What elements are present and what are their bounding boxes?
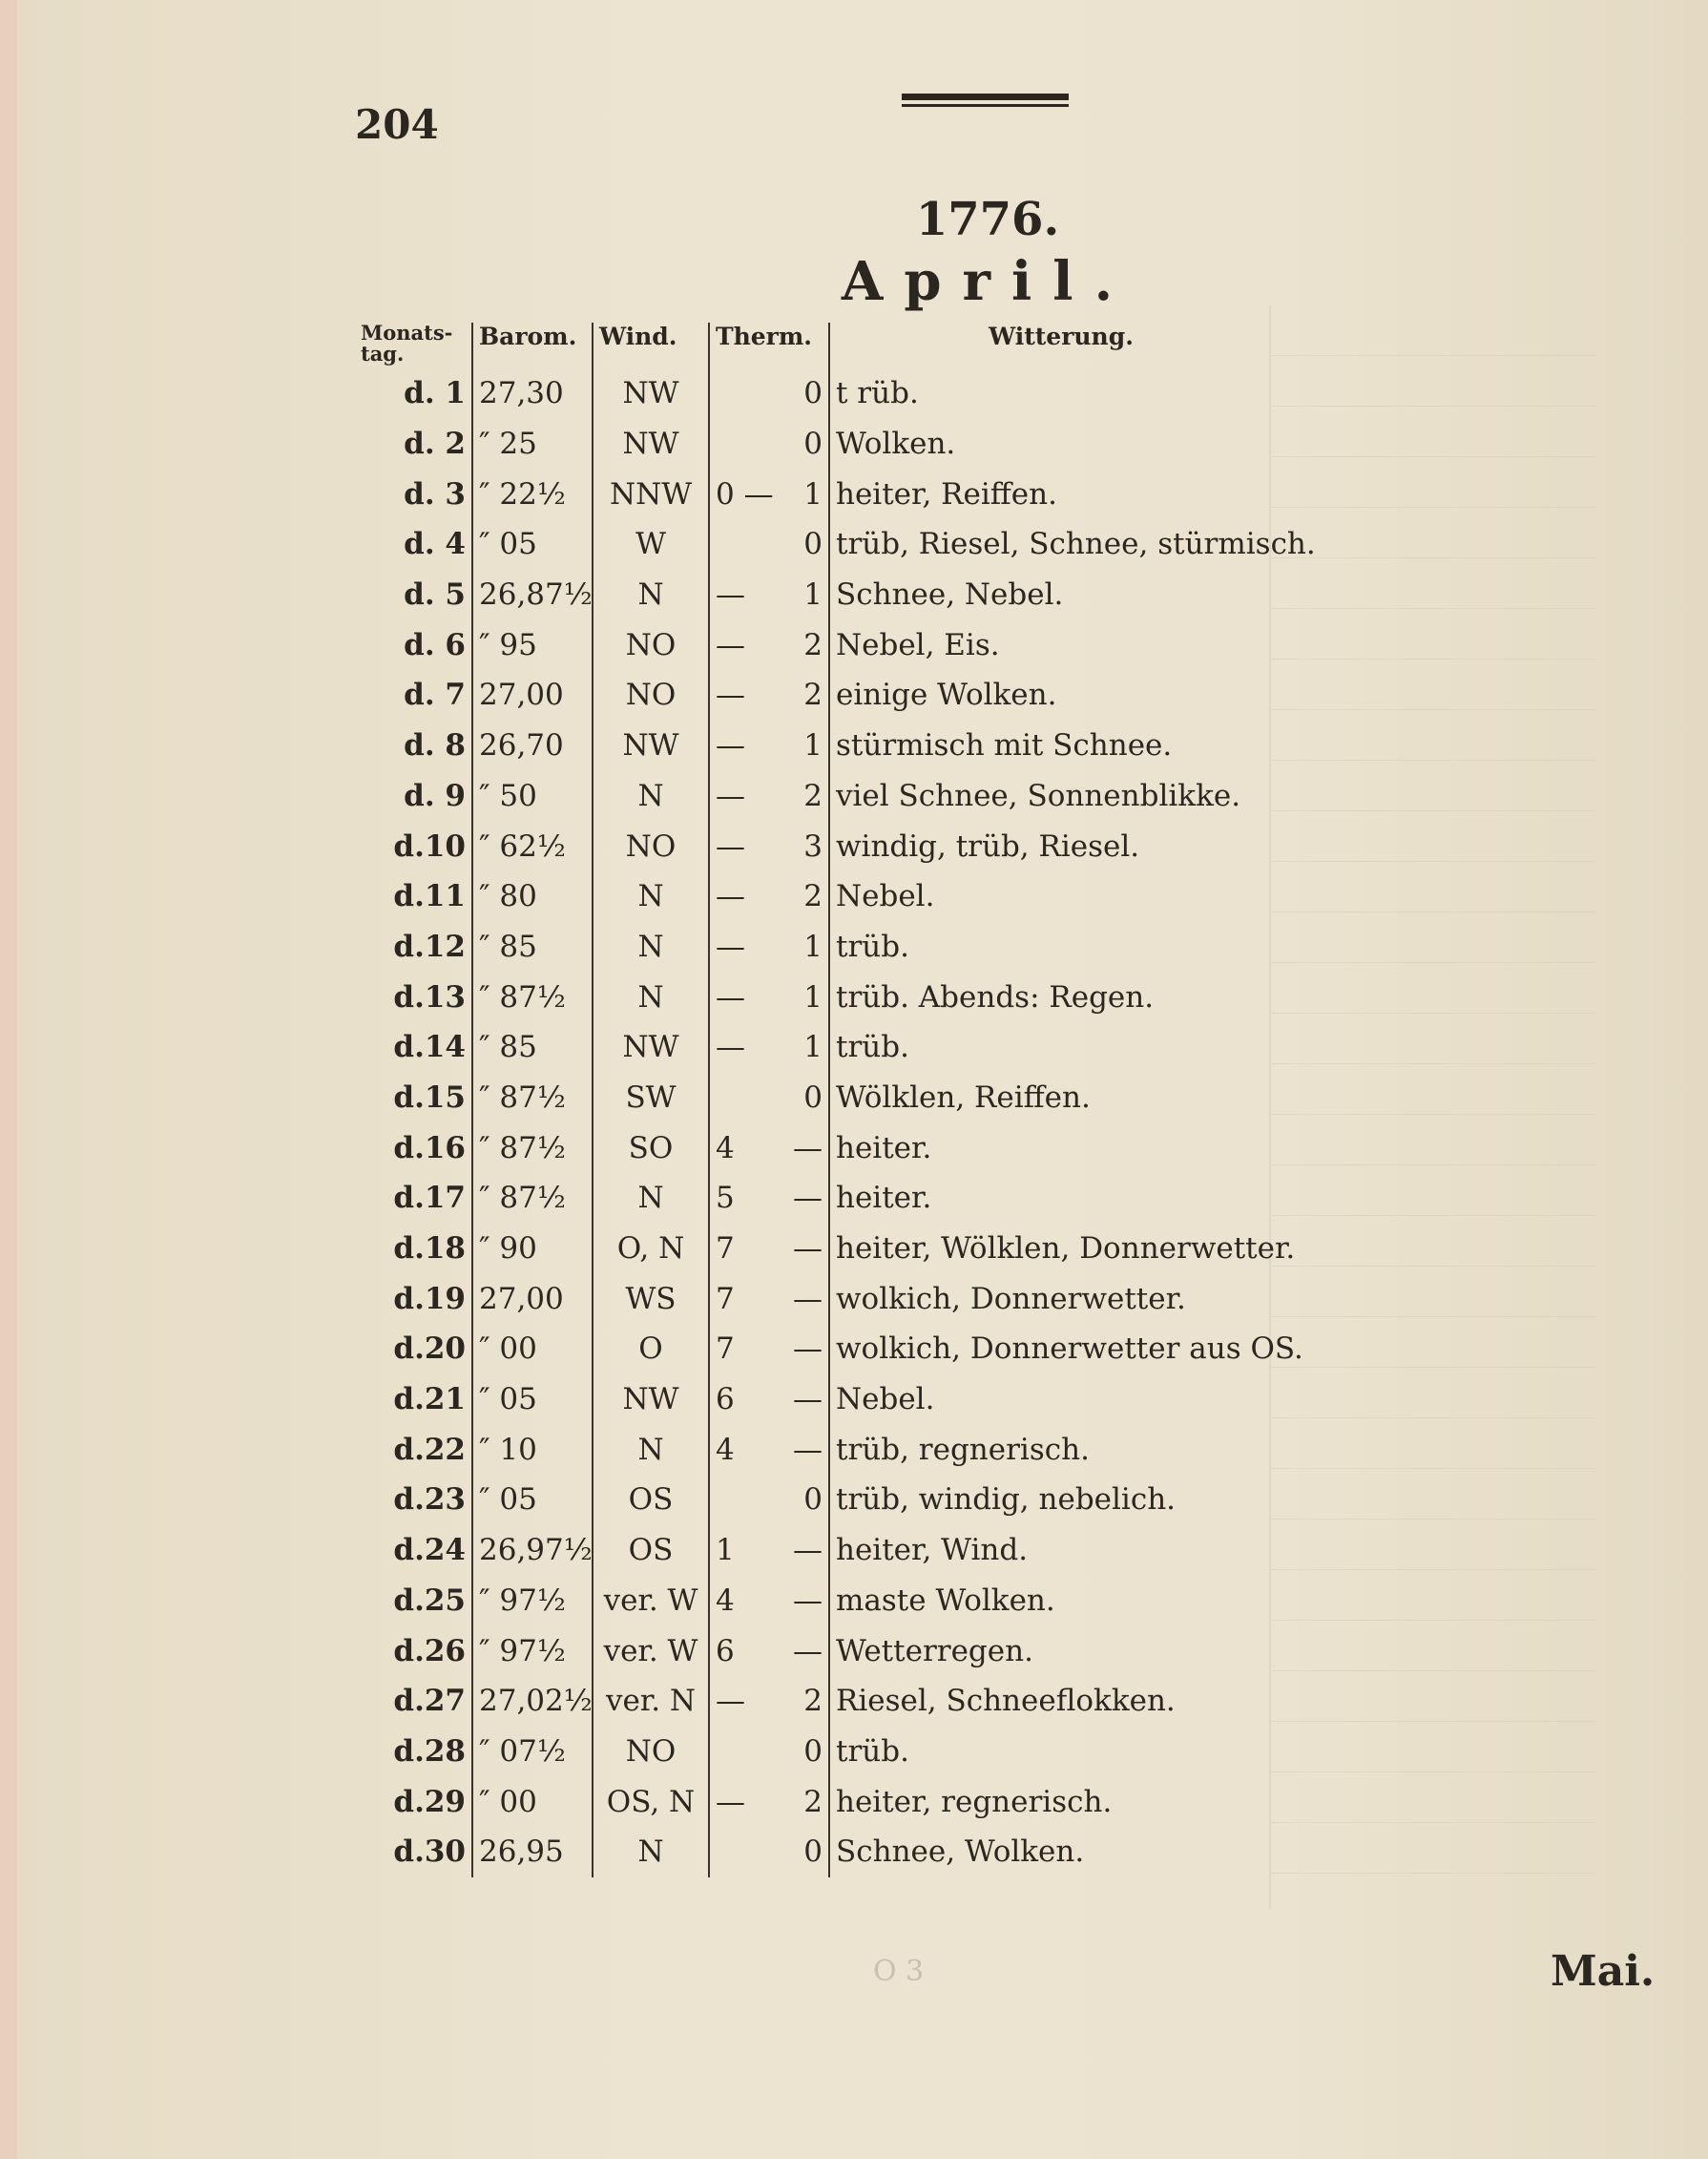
table-row — [355, 1324, 1292, 1374]
table-row — [355, 1224, 1292, 1274]
barometer-cell: ″ 85 — [472, 922, 593, 973]
day-cell: d.22 — [355, 1424, 472, 1475]
thermometer-cell — [709, 469, 829, 519]
thermometer-cell — [709, 368, 829, 419]
table-row — [355, 1022, 1292, 1073]
wind-cell: NO — [593, 1727, 709, 1777]
page-number: 204 — [355, 101, 439, 148]
therm-value-b: 0 — [803, 376, 823, 411]
therm-value-b: 2 — [803, 879, 823, 914]
barometer-cell: ″ 25 — [472, 419, 593, 470]
therm-value-a: — — [716, 879, 745, 914]
therm-value-b: 0 — [803, 1834, 823, 1870]
barometer-cell: 26,97½ — [472, 1525, 593, 1576]
barometer-cell: 27,00 — [472, 1273, 593, 1324]
thermometer-cell — [709, 1122, 829, 1173]
day-cell: d. 8 — [355, 721, 472, 771]
wind-cell: N — [593, 570, 709, 620]
weather-cell: heiter. — [836, 1130, 932, 1165]
therm-value-b: — — [793, 1231, 823, 1267]
thermometer-cell — [709, 570, 829, 620]
weather-cell: Wolken. — [836, 427, 956, 462]
barometer-cell: ″ 87½ — [472, 1173, 593, 1224]
therm-value-a: 6 — [716, 1633, 735, 1668]
barometer-cell: 26,95 — [472, 1827, 593, 1877]
wind-cell: NW — [593, 721, 709, 771]
weather-cell: wolkich, Donnerwetter. — [836, 1281, 1186, 1316]
day-cell: d.29 — [355, 1776, 472, 1827]
therm-value-b: 2 — [803, 1784, 823, 1819]
year-heading: 1776. — [915, 193, 1060, 246]
table-row — [355, 1727, 1292, 1777]
thermometer-cell — [709, 721, 829, 771]
wind-cell: W — [593, 519, 709, 570]
thermometer-cell — [709, 1676, 829, 1727]
table-row — [355, 1475, 1292, 1525]
day-cell: d. 6 — [355, 619, 472, 670]
barometer-cell: ″ 62½ — [472, 821, 593, 871]
barometer-cell: ″ 05 — [472, 1374, 593, 1425]
table-row — [355, 419, 1292, 470]
therm-value-a: 1 — [716, 1533, 735, 1568]
thermometer-cell — [709, 1022, 829, 1073]
therm-value-b: — — [793, 1181, 823, 1216]
wind-cell: NW — [593, 368, 709, 419]
thermometer-cell — [709, 1273, 829, 1324]
weather-cell: trüb, windig, nebelich. — [836, 1482, 1177, 1518]
table-row — [355, 1676, 1292, 1727]
therm-value-a: — — [716, 1784, 745, 1819]
table-row — [355, 721, 1292, 771]
thermometer-cell — [709, 1576, 829, 1626]
table-row — [355, 670, 1292, 721]
weather-cell: Schnee, Wolken. — [836, 1834, 1085, 1870]
thermometer-cell — [709, 1224, 829, 1274]
table-row — [355, 1173, 1292, 1224]
header-day: Monats-tag. — [355, 323, 472, 368]
weather-cell: windig, trüb, Riesel. — [836, 828, 1140, 864]
barometer-cell: ″ 22½ — [472, 469, 593, 519]
wind-cell: NO — [593, 619, 709, 670]
day-cell: d.30 — [355, 1827, 472, 1877]
thermometer-cell — [709, 922, 829, 973]
day-cell: d.10 — [355, 821, 472, 871]
table-row — [355, 469, 1292, 519]
therm-value-b: 0 — [803, 1080, 823, 1115]
day-cell: d.11 — [355, 871, 472, 922]
table-row — [355, 1625, 1292, 1676]
weather-cell: t rüb. — [836, 376, 919, 411]
weather-table — [355, 321, 1316, 1877]
weather-cell: trüb, Riesel, Schnee, stürmisch. — [836, 527, 1316, 562]
header-rule — [902, 94, 1069, 107]
therm-value-b: — — [793, 1281, 823, 1316]
barometer-cell: ″ 80 — [472, 871, 593, 922]
thermometer-cell — [709, 1173, 829, 1224]
therm-value-b: 1 — [803, 476, 823, 512]
therm-value-b: 1 — [803, 577, 823, 613]
wind-cell: ver. W — [593, 1576, 709, 1626]
month-heading: April. — [841, 250, 1135, 313]
weather-cell: heiter, regnerisch. — [836, 1784, 1113, 1819]
therm-value-b: 0 — [803, 527, 823, 562]
thermometer-cell — [709, 821, 829, 871]
therm-value-a: — — [716, 979, 745, 1015]
wind-cell: OS, N — [593, 1776, 709, 1827]
day-cell: d. 4 — [355, 519, 472, 570]
thermometer-cell — [709, 419, 829, 470]
table-row — [355, 1424, 1292, 1475]
barometer-cell: ″ 87½ — [472, 972, 593, 1022]
weather-cell: trüb, regnerisch. — [836, 1432, 1090, 1467]
catchword: Mai. — [1551, 1947, 1656, 1996]
header-barometer: Barom. — [472, 323, 593, 368]
barometer-cell: ″ 05 — [472, 1475, 593, 1525]
thermometer-cell — [709, 1625, 829, 1676]
thermometer-cell — [709, 519, 829, 570]
therm-value-b: — — [793, 1583, 823, 1618]
wind-cell: ver. N — [593, 1676, 709, 1727]
thermometer-cell — [709, 1776, 829, 1827]
wind-cell: N — [593, 771, 709, 822]
wind-cell: NO — [593, 821, 709, 871]
wind-cell: OS — [593, 1525, 709, 1576]
therm-value-b: 2 — [803, 627, 823, 662]
therm-value-b: 3 — [803, 828, 823, 864]
therm-value-a: — — [716, 929, 745, 964]
table-row — [355, 972, 1292, 1022]
wind-cell: O, N — [593, 1224, 709, 1274]
table-row — [355, 771, 1292, 822]
therm-value-a: 6 — [716, 1382, 735, 1417]
signature-mark: O 3 — [873, 1955, 925, 1988]
wind-cell: NNW — [593, 469, 709, 519]
barometer-cell: 26,87½ — [472, 570, 593, 620]
table-body — [355, 368, 1316, 1877]
day-cell: d.17 — [355, 1173, 472, 1224]
page-edge-shadow — [0, 0, 17, 2159]
therm-value-b: — — [793, 1533, 823, 1568]
table-row — [355, 1073, 1292, 1123]
barometer-cell: 26,70 — [472, 721, 593, 771]
wind-cell: N — [593, 1173, 709, 1224]
day-cell: d. 7 — [355, 670, 472, 721]
table-row — [355, 519, 1292, 570]
therm-value-b: 2 — [803, 678, 823, 713]
day-cell: d.14 — [355, 1022, 472, 1073]
therm-value-a: 4 — [716, 1130, 735, 1165]
therm-value-b: 2 — [803, 778, 823, 813]
wind-cell: NW — [593, 1374, 709, 1425]
wind-cell: NW — [593, 419, 709, 470]
thermometer-cell — [709, 670, 829, 721]
day-cell: d. 1 — [355, 368, 472, 419]
barometer-cell: 27,00 — [472, 670, 593, 721]
day-cell: d.21 — [355, 1374, 472, 1425]
wind-cell: NW — [593, 1022, 709, 1073]
thermometer-cell — [709, 1374, 829, 1425]
therm-value-b: 0 — [803, 1733, 823, 1769]
weather-cell: heiter, Wind. — [836, 1533, 1029, 1568]
barometer-cell: ″ 97½ — [472, 1625, 593, 1676]
day-cell: d.18 — [355, 1224, 472, 1274]
therm-value-a: — — [716, 778, 745, 813]
table-row — [355, 821, 1292, 871]
therm-value-a: — — [716, 1030, 745, 1065]
barometer-cell: 27,30 — [472, 368, 593, 419]
day-cell: d.16 — [355, 1122, 472, 1173]
table-row — [355, 570, 1292, 620]
day-cell: d.26 — [355, 1625, 472, 1676]
wind-cell: N — [593, 1827, 709, 1877]
therm-value-a: — — [716, 728, 745, 764]
wind-cell: N — [593, 972, 709, 1022]
wind-cell: N — [593, 1424, 709, 1475]
day-cell: d.20 — [355, 1324, 472, 1374]
wind-cell: SW — [593, 1073, 709, 1123]
day-cell: d. 9 — [355, 771, 472, 822]
day-cell: d.27 — [355, 1676, 472, 1727]
table-row — [355, 1576, 1292, 1626]
table-row — [355, 368, 1292, 419]
therm-value-a: 7 — [716, 1281, 735, 1316]
wind-cell: ver. W — [593, 1625, 709, 1676]
table-row — [355, 1827, 1292, 1877]
wind-cell: N — [593, 871, 709, 922]
therm-value-a: 7 — [716, 1231, 735, 1267]
barometer-cell: ″ 97½ — [472, 1576, 593, 1626]
barometer-cell: ″ 05 — [472, 519, 593, 570]
therm-value-b: — — [793, 1432, 823, 1467]
day-cell: d.15 — [355, 1073, 472, 1123]
day-cell: d.25 — [355, 1576, 472, 1626]
header-thermometer: Therm. — [709, 323, 829, 368]
weather-cell: Wölklen, Reiffen. — [836, 1080, 1091, 1115]
weather-cell: heiter. — [836, 1181, 932, 1216]
wind-cell: OS — [593, 1475, 709, 1525]
therm-value-a: 4 — [716, 1583, 735, 1618]
table-row — [355, 1273, 1292, 1324]
day-cell: d.24 — [355, 1525, 472, 1576]
weather-cell: trüb. — [836, 1030, 909, 1065]
therm-value-a: — — [716, 577, 745, 613]
day-cell: d.13 — [355, 972, 472, 1022]
weather-cell: Wetterregen. — [836, 1633, 1033, 1668]
table-row — [355, 1374, 1292, 1425]
therm-value-a: — — [716, 828, 745, 864]
table-header-row — [355, 323, 1292, 368]
table-row — [355, 1122, 1292, 1173]
therm-value-b: — — [793, 1382, 823, 1417]
thermometer-cell — [709, 1827, 829, 1877]
day-cell: d. 2 — [355, 419, 472, 470]
weather-cell: Schnee, Nebel. — [836, 577, 1064, 613]
therm-value-b: 1 — [803, 728, 823, 764]
table-row — [355, 1525, 1292, 1576]
thermometer-cell — [709, 1324, 829, 1374]
barometer-cell: ″ 95 — [472, 619, 593, 670]
therm-value-a: — — [716, 1684, 745, 1719]
therm-value-a: 5 — [716, 1181, 735, 1216]
therm-value-a: 7 — [716, 1331, 735, 1367]
therm-value-a: 0 — — [716, 476, 774, 512]
weather-cell: Nebel. — [836, 1382, 935, 1417]
table-row — [355, 1776, 1292, 1827]
thermometer-cell — [709, 1073, 829, 1123]
weather-cell: trüb. Abends: Regen. — [836, 979, 1155, 1015]
table-row — [355, 871, 1292, 922]
therm-value-b: 1 — [803, 1030, 823, 1065]
wind-cell: SO — [593, 1122, 709, 1173]
weather-cell: Nebel. — [836, 879, 935, 914]
weather-cell: viel Schnee, Sonnenblikke. — [836, 778, 1241, 813]
barometer-cell: 27,02½ — [472, 1676, 593, 1727]
barometer-cell: ″ 90 — [472, 1224, 593, 1274]
weather-cell: heiter, Reiffen. — [836, 476, 1057, 512]
therm-value-a: 4 — [716, 1432, 735, 1467]
barometer-cell: ″ 00 — [472, 1776, 593, 1827]
day-cell: d.23 — [355, 1475, 472, 1525]
thermometer-cell — [709, 1525, 829, 1576]
therm-value-b: 0 — [803, 427, 823, 462]
day-cell: d.19 — [355, 1273, 472, 1324]
weather-cell: einige Wolken. — [836, 678, 1057, 713]
wind-cell: NO — [593, 670, 709, 721]
weather-cell: heiter, Wölklen, Donnerwetter. — [836, 1231, 1296, 1267]
weather-cell: trüb. — [836, 1733, 909, 1769]
barometer-cell: ″ 87½ — [472, 1073, 593, 1123]
therm-value-b: 1 — [803, 929, 823, 964]
day-cell: d.12 — [355, 922, 472, 973]
wind-cell: O — [593, 1324, 709, 1374]
day-cell: d. 3 — [355, 469, 472, 519]
wind-cell: WS — [593, 1273, 709, 1324]
thermometer-cell — [709, 871, 829, 922]
weather-cell: Riesel, Schneeflokken. — [836, 1684, 1176, 1719]
barometer-cell: ″ 87½ — [472, 1122, 593, 1173]
weather-cell: stürmisch mit Schnee. — [836, 728, 1173, 764]
thermometer-cell — [709, 1475, 829, 1525]
thermometer-cell — [709, 972, 829, 1022]
weather-cell: maste Wolken. — [836, 1583, 1055, 1618]
barometer-cell: ″ 10 — [472, 1424, 593, 1475]
wind-cell: N — [593, 922, 709, 973]
bleed-through — [1269, 305, 1595, 1909]
weather-cell: wolkich, Donnerwetter aus OS. — [836, 1331, 1303, 1367]
therm-value-a: — — [716, 678, 745, 713]
therm-value-b: 0 — [803, 1482, 823, 1518]
therm-value-b: 2 — [803, 1684, 823, 1719]
barometer-cell: ″ 85 — [472, 1022, 593, 1073]
weather-cell: Nebel, Eis. — [836, 627, 1000, 662]
table-row — [355, 619, 1292, 670]
day-cell: d.28 — [355, 1727, 472, 1777]
thermometer-cell — [709, 771, 829, 822]
header-wind: Wind. — [593, 323, 709, 368]
header-weather: Witterung. — [989, 323, 1134, 350]
day-cell: d. 5 — [355, 570, 472, 620]
thermometer-cell — [709, 1727, 829, 1777]
therm-value-b: — — [793, 1331, 823, 1367]
table-row — [355, 922, 1292, 973]
thermometer-cell — [709, 619, 829, 670]
therm-value-b: — — [793, 1130, 823, 1165]
barometer-cell: ″ 07½ — [472, 1727, 593, 1777]
therm-value-b: — — [793, 1633, 823, 1668]
barometer-cell: ″ 50 — [472, 771, 593, 822]
therm-value-a: — — [716, 627, 745, 662]
weather-cell: trüb. — [836, 929, 909, 964]
therm-value-b: 1 — [803, 979, 823, 1015]
barometer-cell: ″ 00 — [472, 1324, 593, 1374]
thermometer-cell — [709, 1424, 829, 1475]
